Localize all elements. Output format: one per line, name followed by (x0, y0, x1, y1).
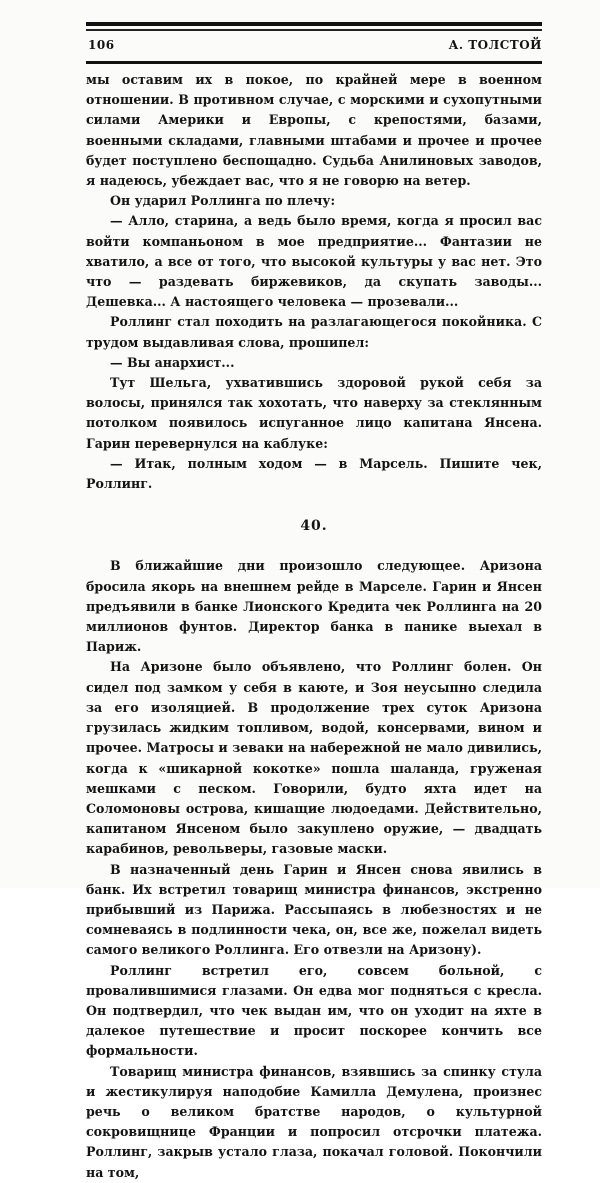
paragraph: Товарищ министра финансов, взявшись за спинку стула и жестикулируя наподобие Камилла Демулена, произнес речь о великом братстве народов, о культурной сокровищнице Франции и попросил отсрочки платежа. Роллинг, закрыв устало глаза, покачал головой. Покончили на том, (86, 1063, 542, 1180)
paragraph: В назначенный день Гарин и Янсен снова явились в банк. Их встретил товарищ министра финансов, экстренно прибывший из Парижа. Рассыпаясь в любезностях и не сомневаясь в подлинности чека, он, все же, пожелал видеть самого великого Роллинга. Его отвезли на Аризону). (86, 861, 542, 958)
paragraph: — Итак, полным ходом — в Марсель. Пишите чек, Роллинг. (86, 455, 542, 492)
paragraph: Роллинг стал походить на разлагающегося покойника. С трудом выдавливая слова, прошипел: (86, 314, 542, 350)
paragraph: В ближайшие дни произошло следующее. Аризона бросила якорь на внешнем рейде в Марселе. Гарин и Янсен предъявили в банке Лионского Кредита чек Роллинга на 20 миллионов фунтов. Директор банка в панике выехал в Париж. (86, 558, 542, 655)
paragraph: На Аризоне было объявлено, что Роллинг болен. Он сидел под замком у себя в каюте, и Зоя неусыпно следила за его изоляцией. В продолжение трех суток Аризона грузилась жидким топливом, водой, консервами, вином и прочее. Матросы и зеваки на набережной не мало дивились, когда к «шикарной кокотке» пошла шаланда, груженая мешками с песком. Говорили, будто яхта идет на Соломоновы острова, кишащие людоедами. Действительно, капитаном Янсеном было закуплено оружие, — двадцать карабинов, револьверы, газовые маски. (86, 659, 542, 857)
paragraph: — Вы анархист... (110, 354, 235, 370)
paragraph: мы оставим их в покое, по крайней мере в военном отношении. В противном случае, с морскими и сухопутными силами Америки и Европы, с крепостями, базами, военными складами, главными штабами и прочее и прочее будет поступлено беспощадно. Судьба Анилиновых заводов, я надеюсь, убеждает вас, что я не говорю на ветер. (86, 72, 542, 189)
body-text (86, 70, 542, 1183)
paragraph: Тут Шельга, ухватившись здоровой рукой себя за волосы, принялся так хохотать, что наверху за стеклянным потолком появилось испуганное лицо капитана Янсена. Гарин перевернулся на каблуке: (86, 375, 542, 451)
running-header (86, 38, 542, 56)
header-underline (86, 61, 542, 64)
chapter-number: 40. (300, 518, 328, 535)
header-rule-thin (86, 29, 542, 31)
page-number: 106 (88, 38, 115, 52)
running-title: А. ТОЛСТОЙ (448, 38, 542, 52)
header-rule-thick (86, 22, 542, 26)
paragraph: Роллинг встретил его, совсем больной, с провалившимися глазами. Он едва мог подняться с кресла. Он подтвердил, что чек выдан им, что он уходит на яхте в далекое путешествие и просит поскорее кончить все формальности. (86, 962, 542, 1059)
paragraph: Он ударил Роллинга по плечу: (110, 193, 336, 209)
paragraph: — Алло, старина, а ведь было время, когда я просил вас войти компаньоном в мое предприятие... Фантазии не хватило, а все от того, что высокой культуры у вас нет. Это что — раздевать биржевиков, да скупать заводы... Дешевка... А настоящего человека — прозевали... (86, 213, 542, 310)
